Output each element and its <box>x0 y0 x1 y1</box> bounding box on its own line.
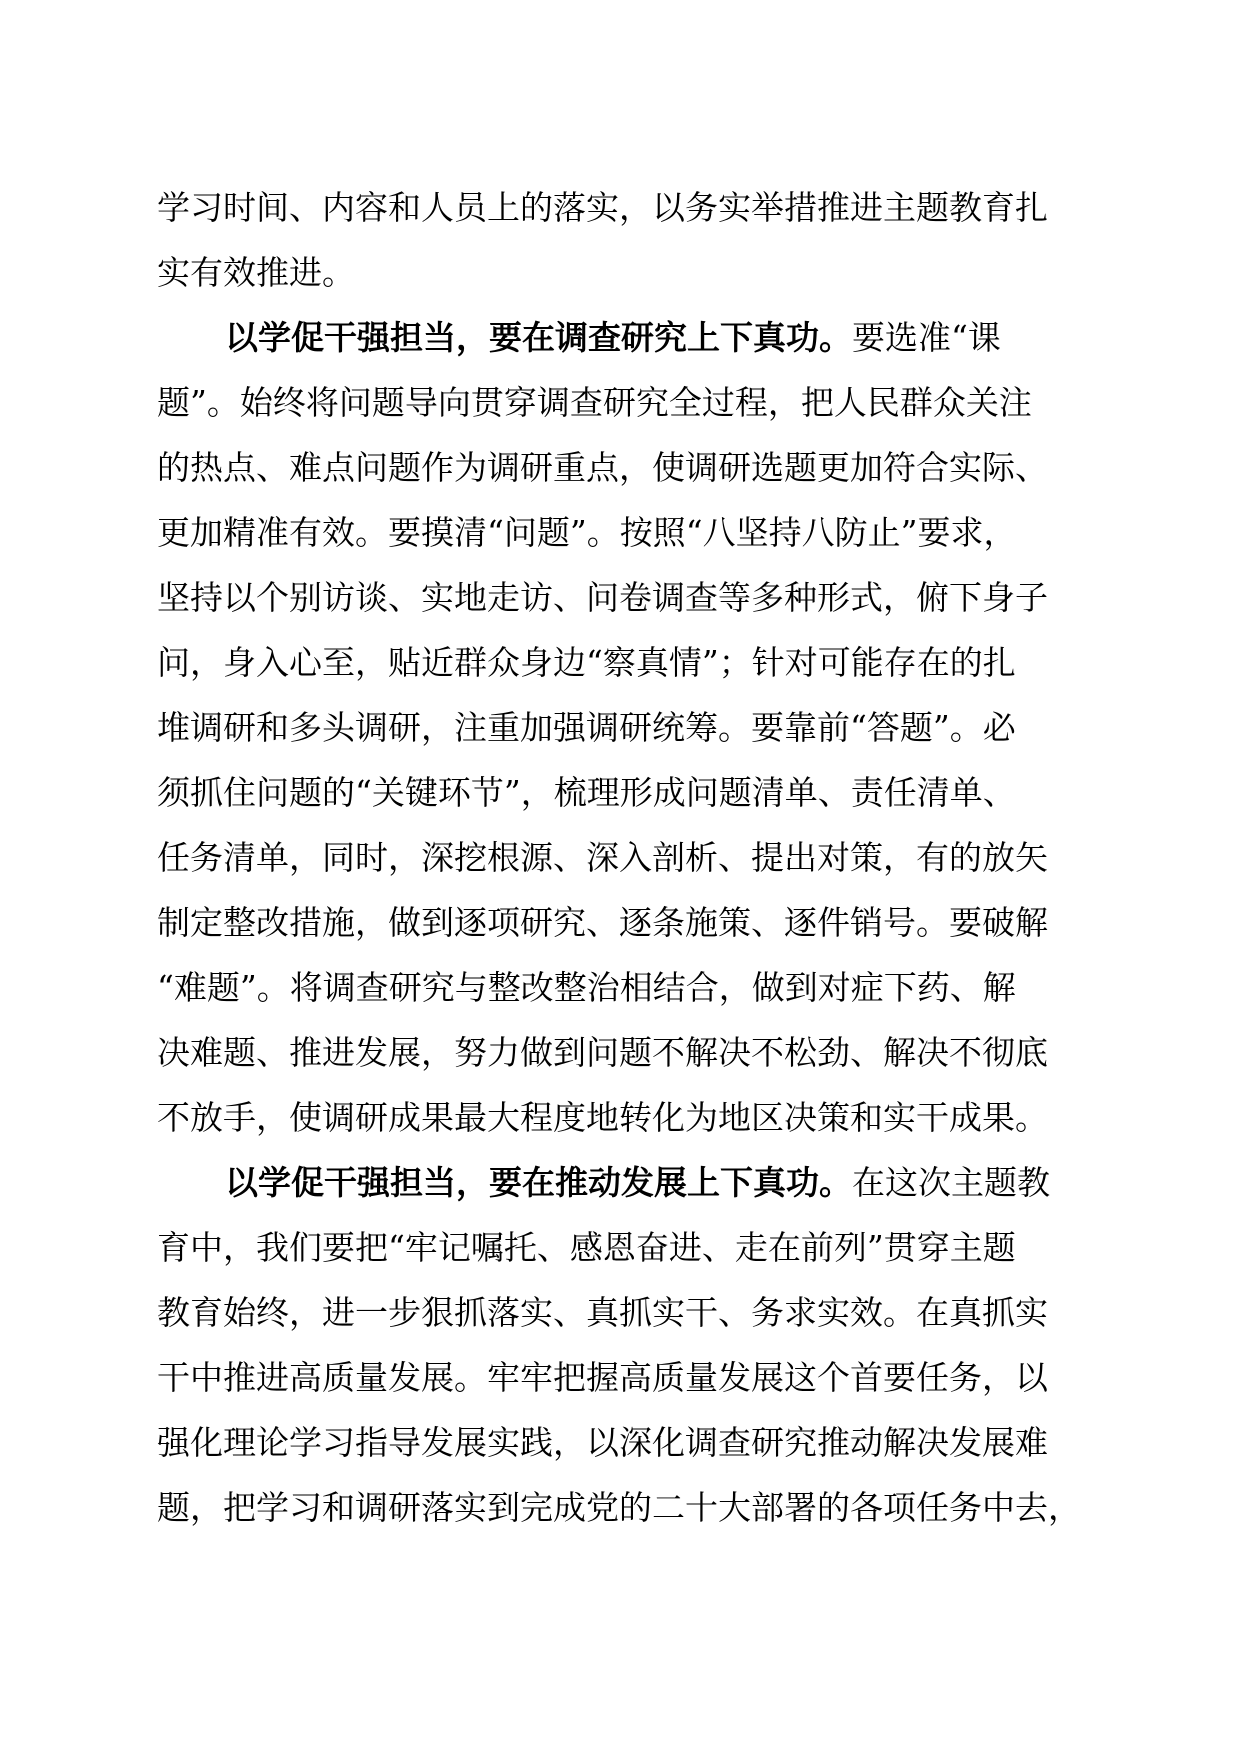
paragraph-2-line-1-rest: 要选准“课 <box>852 318 1001 357</box>
paragraph-3-line-6: 题，把学习和调研落实到完成党的二十大部署的各项任务中去， <box>157 1488 1081 1527</box>
paragraph-2-line-13: 不放手，使调研成果最大程度地转化为地区决策和实干成果。 <box>157 1098 1048 1137</box>
paragraph-2-line-4: 更加精准有效。要摸清“问题”。按照“八坚持八防止”要求， <box>157 513 1017 552</box>
paragraph-3-line-5: 强化理论学习指导发展实践，以深化调查研究推动解决发展难 <box>157 1423 1048 1462</box>
paragraph-2 <box>157 305 1067 1150</box>
paragraph-2-line-8: 须抓住问题的“关键环节”，梳理形成问题清单、责任清单、 <box>157 773 1016 812</box>
paragraph-2-line-7: 堆调研和多头调研，注重加强调研统筹。要靠前“答题”。必 <box>157 708 1016 747</box>
paragraph-3-line-1 <box>157 1150 1067 1215</box>
paragraph-2-line-9: 任务清单，同时，深挖根源、深入剖析、提出对策，有的放矢 <box>157 838 1048 877</box>
paragraph-2-line-2: 题”。始终将问题导向贯穿调查研究全过程，把人民群众关注 <box>157 383 1032 422</box>
paragraph-2-line-10: 制定整改措施，做到逐项研究、逐条施策、逐件销号。要破解 <box>157 903 1048 942</box>
paragraph-3-line-2: 育中，我们要把“牢记嘱托、感恩奋进、走在前列”贯穿主题 <box>157 1228 1016 1267</box>
paragraph-1 <box>157 175 1067 305</box>
paragraph-3 <box>157 1150 1081 1540</box>
paragraph-3-line-4: 干中推进高质量发展。牢牢把握高质量发展这个首要任务，以 <box>157 1358 1048 1397</box>
paragraph-2-line-6: 问，身入心至，贴近群众身边“察真情”；针对可能存在的扎 <box>157 643 1016 682</box>
paragraph-3-line-1-rest: 在这次主题教 <box>852 1163 1050 1202</box>
document-page <box>157 175 1081 1540</box>
paragraph-3-line-3: 教育始终，进一步狠抓落实、真抓实干、务求实效。在真抓实 <box>157 1293 1048 1332</box>
paragraph-2-line-1 <box>157 305 1067 370</box>
paragraph-2-line-5: 坚持以个别访谈、实地走访、问卷调查等多种形式，俯下身子 <box>157 578 1048 617</box>
paragraph-2-line-12: 决难题、推进发展，努力做到问题不解决不松劲、解决不彻底 <box>157 1033 1048 1072</box>
paragraph-2-line-3: 的热点、难点问题作为调研重点，使调研选题更加符合实际、 <box>157 448 1048 487</box>
paragraph-2-line-11: “难题”。将调查研究与整改整治相结合，做到对症下药、解 <box>157 968 1016 1007</box>
paragraph-3-lead-heading: 以学促干强担当，要在推动发展上下真功。 <box>225 1163 852 1202</box>
paragraph-1-line-1: 学习时间、内容和人员上的落实，以务实举措推进主题教育扎 <box>157 188 1048 227</box>
paragraph-1-line-2: 实有效推进。 <box>157 253 355 292</box>
paragraph-2-lead-heading: 以学促干强担当，要在调查研究上下真功。 <box>225 318 852 357</box>
